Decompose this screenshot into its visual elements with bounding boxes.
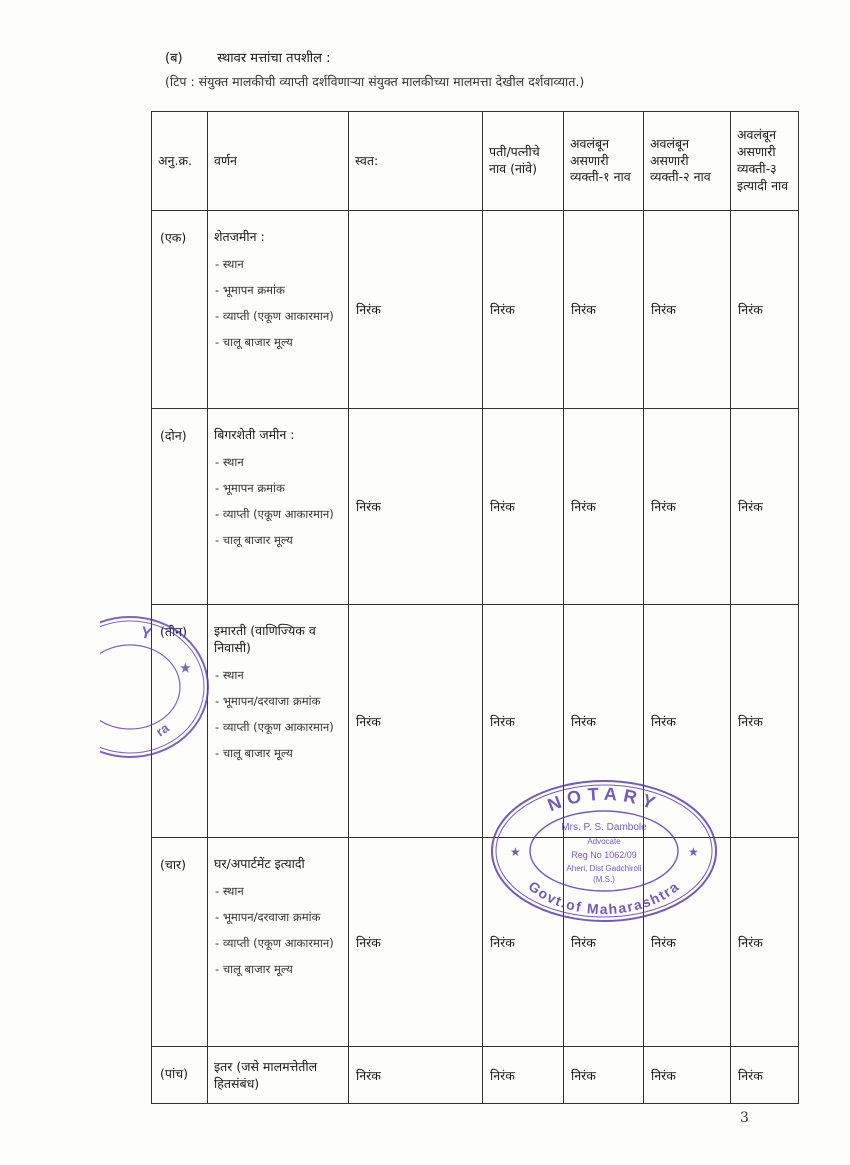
row-description <box>208 1047 349 1104</box>
row-serial: (पांच) <box>152 1047 208 1104</box>
row-value: निरंक <box>483 838 564 1047</box>
row-title: बिगरशेती जमीन : <box>214 427 295 442</box>
page-number: 3 <box>740 1110 749 1126</box>
row-subitem: - स्थान <box>214 667 344 683</box>
row-description <box>208 409 349 605</box>
stamp-role: Advocate <box>587 837 621 846</box>
row-subitem: - चालू बाजार मूल्य <box>214 961 344 977</box>
row-value: निरंक <box>644 211 731 409</box>
row-value: निरंक <box>731 605 799 838</box>
row-value: निरंक <box>564 409 644 605</box>
stamp-state: (M.S.) <box>593 875 615 884</box>
row-subitems <box>214 667 344 761</box>
row-subitem: - भूमापन/दरवाजा क्रमांक <box>214 909 344 925</box>
stamp-top-text: NOTARY <box>544 783 664 816</box>
row-value: निरंक <box>731 211 799 409</box>
row-value: निरंक <box>349 838 483 1047</box>
section-title: स्थावर मत्तांचा तपशील : <box>217 51 331 66</box>
row-subitem: - व्याप्ती (एकूण आकारमान) <box>214 719 344 735</box>
row-value: निरंक <box>644 409 731 605</box>
col-header-spouse: पती/पत्नीचे नाव (नांवे) <box>483 112 564 211</box>
row-value: निरंक <box>349 605 483 838</box>
table-row <box>152 605 799 838</box>
section-note: (टिप : संयुक्त मालकीची व्याप्ती दर्शविणाऱ्या संयुक्त मालकीच्या मालमत्ता देखील दर्शवाव्यात.) <box>165 74 585 89</box>
stamp-bottom-text: Govt.of Maharashtra <box>525 877 683 918</box>
row-title: इतर (जसे मालमत्तेतील हितसंबंध) <box>214 1059 318 1091</box>
row-subitems <box>214 883 344 977</box>
row-description <box>208 605 349 838</box>
row-subitem: - भूमापन/दरवाजा क्रमांक <box>214 693 344 709</box>
row-value: निरंक <box>644 605 731 838</box>
stamp-name: Mrs. P. S. Dambole <box>561 822 647 833</box>
row-value: निरंक <box>349 1047 483 1104</box>
col-header-dependent-2: अवलंबून असणारी व्यक्ती-२ नाव <box>644 112 731 211</box>
row-value: निरंक <box>483 211 564 409</box>
row-value: निरंक <box>483 1047 564 1104</box>
row-description <box>208 838 349 1047</box>
row-value: निरंक <box>644 1047 731 1104</box>
row-serial: (तीन) <box>152 605 208 838</box>
stamp-place: Aheri, Dist Gadchiroli <box>566 864 642 873</box>
row-serial: (एक) <box>152 211 208 409</box>
row-value: निरंक <box>349 211 483 409</box>
row-subitems <box>214 454 344 548</box>
row-value: निरंक <box>483 605 564 838</box>
row-subitem: - स्थान <box>214 454 344 470</box>
row-value: निरंक <box>644 838 731 1047</box>
row-serial: (चार) <box>152 838 208 1047</box>
row-description <box>208 211 349 409</box>
col-header-dependent-1: अवलंबून असणारी व्यक्ती-१ नाव <box>564 112 644 211</box>
row-subitem: - भूमापन क्रमांक <box>214 480 344 496</box>
row-value: निरंक <box>731 409 799 605</box>
row-value: निरंक <box>564 838 644 1047</box>
immovable-assets-table <box>151 111 799 1104</box>
row-value: निरंक <box>564 605 644 838</box>
table-row <box>152 211 799 409</box>
col-header-self: स्वत: <box>349 112 483 211</box>
row-value: निरंक <box>564 1047 644 1104</box>
row-subitems <box>214 256 344 350</box>
row-serial: (दोन) <box>152 409 208 605</box>
row-subitem: - चालू बाजार मूल्य <box>214 334 344 350</box>
table-row <box>152 838 799 1047</box>
row-subitem: - व्याप्ती (एकूण आकारमान) <box>214 506 344 522</box>
col-header-description: वर्णन <box>208 112 349 211</box>
star-icon: ★ <box>688 845 699 859</box>
star-icon: ★ <box>180 661 191 675</box>
col-header-serial: अनु.क्र. <box>152 112 208 211</box>
row-subitem: - चालू बाजार मूल्य <box>214 532 344 548</box>
section-heading <box>165 48 331 66</box>
stamp-reg: Reg No 1062/09 <box>571 850 637 860</box>
table-header-row <box>152 112 799 211</box>
row-subitem: - व्याप्ती (एकूण आकारमान) <box>214 935 344 951</box>
svg-text:ra: ra <box>153 720 172 740</box>
row-value: निरंक <box>564 211 644 409</box>
row-value: निरंक <box>731 838 799 1047</box>
row-subitem: - व्याप्ती (एकूण आकारमान) <box>214 308 344 324</box>
row-title: इमारती (वाणिज्यिक व निवासी) <box>214 623 316 655</box>
table-row <box>152 1047 799 1104</box>
row-title: शेतजमीन : <box>214 229 265 244</box>
row-subitem: - स्थान <box>214 883 344 899</box>
row-value: निरंक <box>349 409 483 605</box>
row-subitem: - चालू बाजार मूल्य <box>214 745 344 761</box>
row-title: घर/अपार्टमेंट इत्यादी <box>214 856 305 871</box>
row-value: निरंक <box>483 409 564 605</box>
row-value: निरंक <box>731 1047 799 1104</box>
col-header-dependent-3: अवलंबून असणारी व्यक्ती-३ इत्यादी नाव <box>731 112 799 211</box>
table-row <box>152 409 799 605</box>
row-subitem: - स्थान <box>214 256 344 272</box>
section-number: (ब) <box>165 51 183 66</box>
row-subitem: - भूमापन क्रमांक <box>214 282 344 298</box>
star-icon: ★ <box>510 845 521 859</box>
svg-text:Y: Y <box>139 624 154 644</box>
